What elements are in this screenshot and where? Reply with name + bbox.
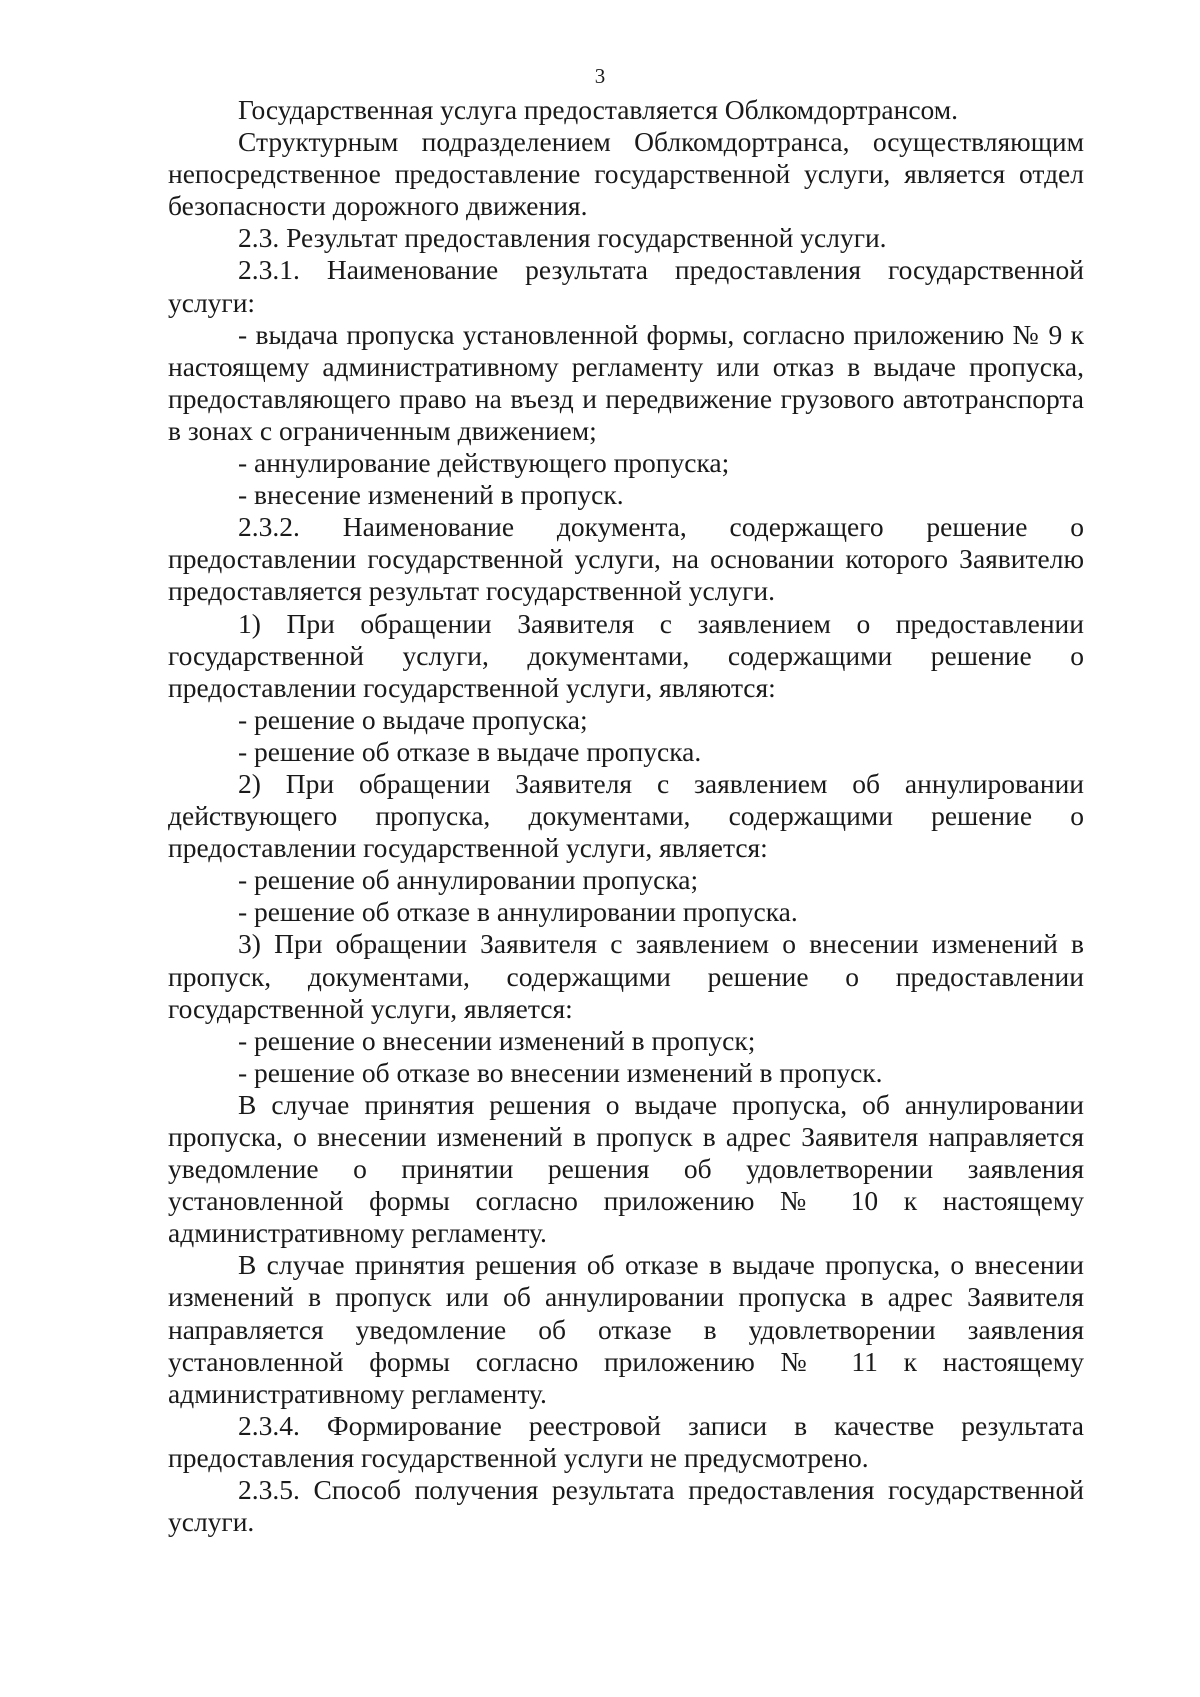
paragraph: - решение об отказе в аннулировании пропуска.	[238, 896, 798, 928]
paragraph: В случае принятия решения о выдаче пропуска, об аннулировании пропуска, о внесении изменений в пропуск в адрес Заявителя направляется уведомление о принятии решения об удовлетворении заявления установленной формы согласно приложению № 10 к настоящему административному регламенту.	[168, 1088, 1084, 1249]
paragraph: 2) При обращении Заявителя с заявлением об аннулировании действующего пропуска, документами, содержащими решение о предоставлении государственной услуги, является:	[168, 767, 1084, 864]
paragraph: - решение об отказе в выдаче пропуска.	[238, 735, 702, 767]
paragraph: - решение об отказе во внесении изменений в пропуск.	[238, 1056, 883, 1088]
paragraph: 2.3.5. Способ получения результата предоставления государственной услуги.	[168, 1474, 1084, 1538]
paragraph: Структурным подразделением Облкомдортранса, осуществляющим непосредственное предоставление государственной услуги, является отдел безопасности дорожного движения.	[168, 126, 1084, 222]
paragraph: - внесение изменений в пропуск.	[238, 479, 624, 511]
paragraph: 2.3.1. Наименование результата предоставления государственной услуги:	[168, 254, 1084, 318]
paragraph: - решение о выдаче пропуска;	[238, 703, 588, 735]
paragraph: 2.3.2. Наименование документа, содержащего решение о предоставлении государственной услуги, на основании которого Заявителю предоставляется результат государственной услуги.	[168, 511, 1084, 607]
paragraph: - аннулирование действующего пропуска;	[238, 447, 730, 479]
paragraph: - решение об аннулировании пропуска;	[238, 864, 699, 896]
document-body	[168, 94, 1084, 1538]
paragraph: В случае принятия решения об отказе в выдаче пропуска, о внесении изменений в пропуск или об аннулировании пропуска в адрес Заявителя направляется уведомление об отказе в удовлетворении заявления установленной формы согласно приложению № 11 к настоящему административному регламенту.	[168, 1249, 1084, 1409]
paragraph: 2.3. Результат предоставления государственной услуги.	[238, 222, 887, 254]
paragraph: 1) При обращении Заявителя с заявлением о предоставлении государственной услуги, документами, содержащими решение о предоставлении государственной услуги, являются:	[168, 607, 1084, 703]
page-number: 3	[594, 64, 606, 88]
paragraph: 2.3.4. Формирование реестровой записи в качестве результата предоставления государственной услуги не предусмотрено.	[168, 1409, 1084, 1473]
paragraph: 3) При обращении Заявителя с заявлением о внесении изменений в пропуск, документами, содержащими решение о предоставлении государственной услуги, является:	[168, 928, 1084, 1024]
paragraph: - решение о внесении изменений в пропуск;	[238, 1024, 756, 1056]
paragraph: - выдача пропуска установленной формы, согласно приложению № 9 к настоящему административному регламенту или отказ в выдаче пропуска, предоставляющего право на въезд и передвижение грузового автотранспорта в зонах с ограниченным движением;	[168, 318, 1084, 446]
paragraph: Государственная услуга предоставляется Облкомдортрансом.	[238, 94, 959, 125]
